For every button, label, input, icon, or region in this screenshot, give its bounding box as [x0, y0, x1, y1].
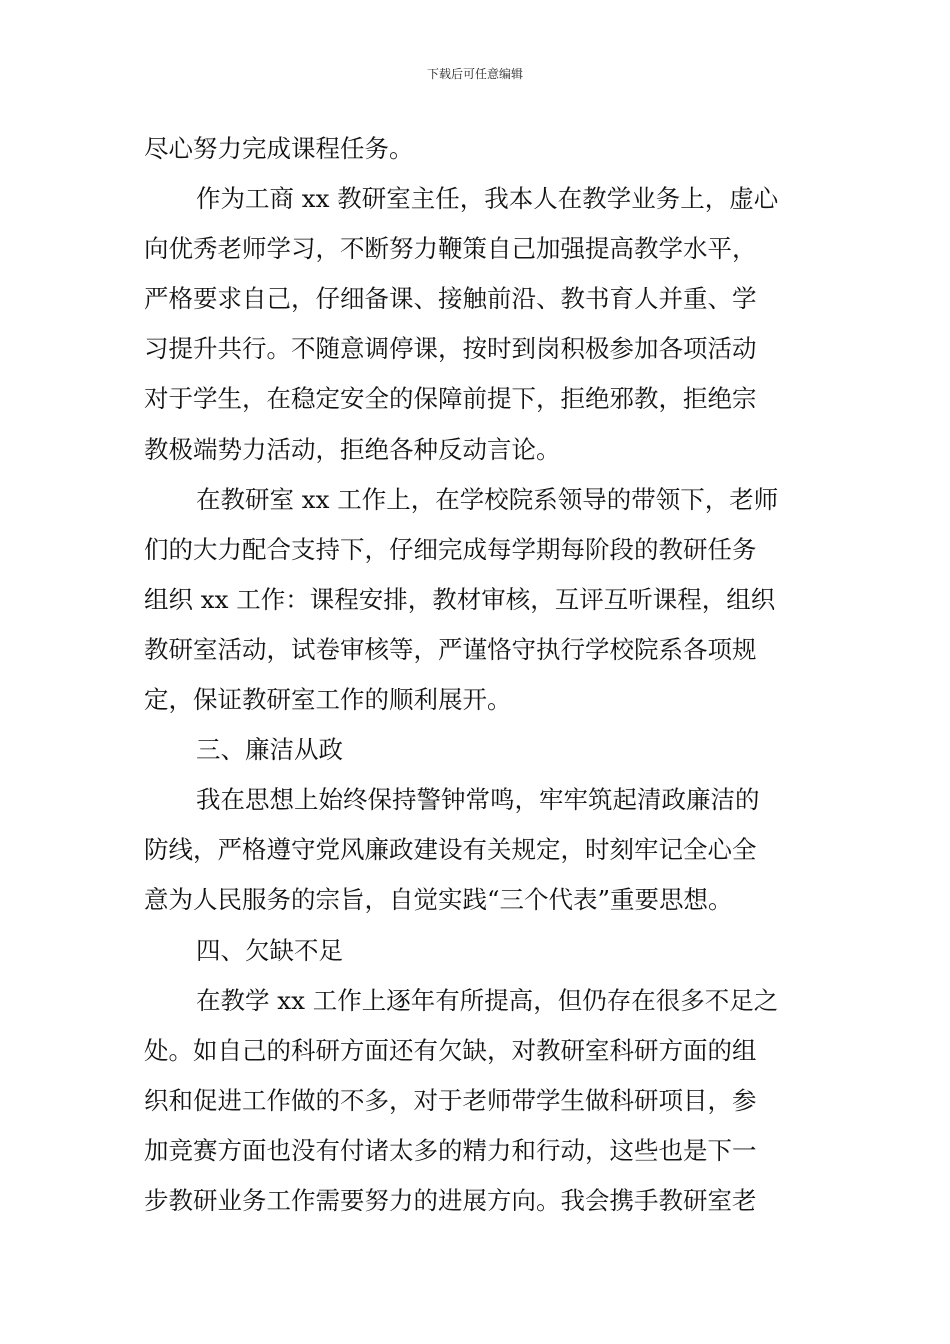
- document-body: [144, 124, 809, 1226]
- text-line: 我在思想上始终保持警钟常鸣，牢牢筑起清政廉洁的: [196, 785, 760, 815]
- text-line: 组织 xx 工作：课程安排，教材审核，互评互听课程，组织: [144, 584, 776, 614]
- text-line: 三、廉洁从政: [196, 735, 343, 765]
- text-line: 教研室活动，试卷审核等，严谨恪守执行学校院系各项规: [144, 634, 757, 664]
- text-line: 教极端势力活动，拒绝各种反动言论。: [144, 434, 561, 464]
- text-line: 四、欠缺不足: [196, 935, 343, 965]
- text-line: 步教研业务工作需要努力的进展方向。我会携手教研室老: [144, 1185, 757, 1215]
- text-line: 尽心努力完成课程任务。: [144, 134, 414, 163]
- text-line: 意为人民服务的宗旨，自觉实践“三个代表”重要思想。: [144, 885, 733, 915]
- text-line: 作为工商 xx 教研室主任，我本人在教学业务上，虚心: [196, 184, 779, 214]
- text-line: 们的大力配合支持下，仔细完成每学期每阶段的教研任务: [144, 534, 757, 564]
- text-line: 防线，严格遵守党风廉政建设有关规定，时刻牢记全心全: [144, 835, 757, 865]
- text-line: 对于学生，在稳定安全的保障前提下，拒绝邪教，拒绝宗: [144, 384, 757, 414]
- text-line: 习提升共行。不随意调停课，按时到岗积极参加各项活动: [144, 334, 757, 364]
- text-line: 定，保证教研室工作的顺利展开。: [144, 685, 512, 715]
- text-line: 在教学 xx 工作上逐年有所提高，但仍存在很多不足之: [196, 985, 779, 1015]
- text-line: 加竞赛方面也没有付诸太多的精力和行动，这些也是下一: [144, 1135, 757, 1165]
- text-line: 在教研室 xx 工作上，在学校院系领导的带领下，老师: [196, 484, 779, 514]
- page-header: 下载后可任意编辑: [426, 67, 523, 81]
- text-line: 处。如自己的科研方面还有欠缺，对教研室科研方面的组: [144, 1035, 757, 1065]
- text-line: 严格要求自己，仔细备课、接触前沿、教书育人并重、学: [144, 284, 757, 314]
- text-line: 织和促进工作做的不多，对于老师带学生做科研项目，参: [144, 1085, 757, 1115]
- text-line: 向优秀老师学习，不断努力鞭策自己加强提高教学水平，: [144, 234, 757, 264]
